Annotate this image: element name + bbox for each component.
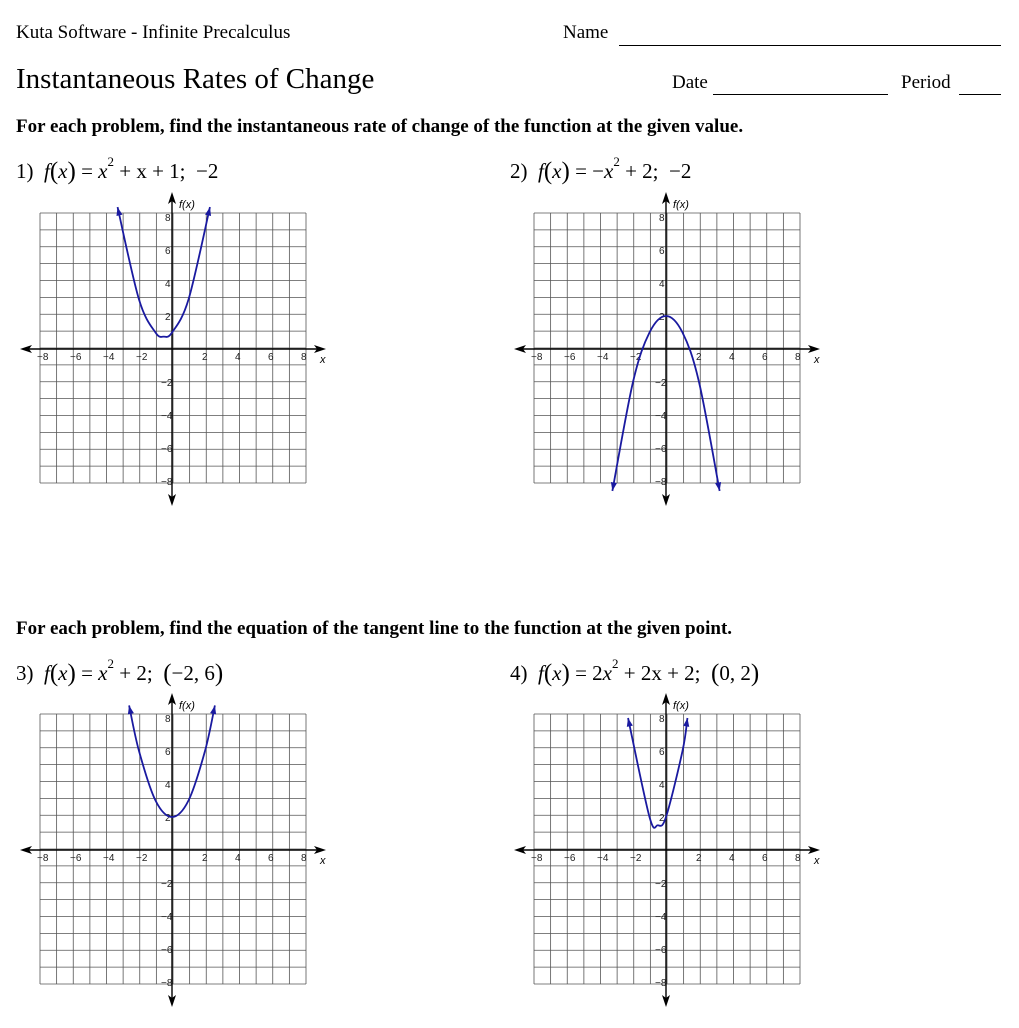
problem-number: 4) <box>510 661 528 685</box>
x-tick-label: 8 <box>795 853 801 864</box>
grid <box>534 714 800 984</box>
y-tick-label: −8 <box>161 978 173 989</box>
y-tick-label: −4 <box>655 411 667 422</box>
y-tick-label: 6 <box>165 747 171 758</box>
x-tick-label: 8 <box>301 352 307 363</box>
x-tick-label: 6 <box>762 853 768 864</box>
x-tick-label: 8 <box>301 853 307 864</box>
function-variable: x <box>552 159 562 183</box>
y-tick-label: 4 <box>659 279 665 290</box>
y-tick-label: −6 <box>655 945 667 956</box>
x-tick-label: 8 <box>795 352 801 363</box>
y-axis-label: f(x) <box>673 700 689 712</box>
y-tick-label: −6 <box>161 945 173 956</box>
grid <box>40 714 306 984</box>
y-tick-label: −4 <box>161 411 173 422</box>
date-blank-line[interactable] <box>713 94 888 95</box>
x-tick-label: −6 <box>564 853 576 864</box>
y-tick-label: 8 <box>659 714 665 725</box>
x-tick-label: −4 <box>103 853 115 864</box>
given-value: −2 <box>669 159 692 183</box>
x-tick-label: −4 <box>597 352 609 363</box>
x-tick-label: −4 <box>597 853 609 864</box>
given-point: 0, 2 <box>719 661 751 685</box>
x-tick-label: 2 <box>202 352 208 363</box>
function-curve <box>118 207 210 337</box>
date-label: Date <box>672 72 708 93</box>
x-tick-label: −2 <box>136 352 148 363</box>
y-tick-label: 2 <box>165 312 171 323</box>
x-axis-label: x <box>320 855 326 867</box>
y-tick-label: −2 <box>655 378 667 389</box>
grid <box>534 213 800 483</box>
function-variable: x <box>58 159 68 183</box>
function-name: f <box>538 661 544 685</box>
graph-problem-4 <box>514 693 824 1028</box>
given-point: −2, 6 <box>171 661 215 685</box>
section-2-instruction: For each problem, find the equation of the tangent line to the function at the given point. <box>16 618 733 639</box>
y-tick-label: −4 <box>655 912 667 923</box>
name-blank-line[interactable] <box>619 45 1001 46</box>
y-tick-label: 8 <box>165 714 171 725</box>
x-tick-label: 4 <box>235 352 241 363</box>
y-tick-label: −8 <box>655 978 667 989</box>
y-tick-label: −4 <box>161 912 173 923</box>
function-name: f <box>44 661 50 685</box>
x-tick-label: 2 <box>696 853 702 864</box>
y-tick-label: 8 <box>659 213 665 224</box>
problem-1: 1) $f(x) = x^2 + x + 1$; −2 <box>16 154 219 185</box>
x-tick-label: 6 <box>762 352 768 363</box>
software-name: Kuta Software - Infinite Precalculus <box>16 22 291 43</box>
x-axis-label: x <box>320 354 326 366</box>
y-tick-label: 6 <box>659 246 665 257</box>
y-tick-label: 4 <box>165 780 171 791</box>
function-name: f <box>44 159 50 183</box>
x-tick-label: 4 <box>235 853 241 864</box>
y-tick-label: 6 <box>659 747 665 758</box>
x-tick-label: −8 <box>531 853 543 864</box>
function-curve <box>628 718 687 828</box>
x-tick-label: −8 <box>37 352 49 363</box>
function-name: f <box>538 159 544 183</box>
y-tick-label: 2 <box>659 813 665 824</box>
y-tick-label: −8 <box>655 477 667 488</box>
y-tick-label: 6 <box>165 246 171 257</box>
grid <box>40 213 306 483</box>
problem-number: 2) <box>510 159 528 183</box>
curve-arrowhead <box>683 718 689 727</box>
section-1-instruction: For each problem, find the instantaneous rate of change of the function at the given value. <box>16 116 744 137</box>
problem-4: 4) $f(x) = 2x^2 + 2x + 2$; (0, 2) <box>510 656 760 687</box>
y-axis-label: f(x) <box>673 199 689 211</box>
function-variable: x <box>58 661 68 685</box>
x-tick-label: 2 <box>202 853 208 864</box>
graph-problem-3 <box>20 693 330 1028</box>
problem-number: 1) <box>16 159 34 183</box>
graph-problem-1 <box>20 192 330 527</box>
y-tick-label: 2 <box>165 813 171 824</box>
x-axis-label: x <box>814 855 820 867</box>
y-tick-label: −2 <box>655 879 667 890</box>
x-tick-label: 4 <box>729 853 735 864</box>
x-tick-label: −4 <box>103 352 115 363</box>
y-tick-label: −8 <box>161 477 173 488</box>
function-variable: x <box>552 661 562 685</box>
problem-2: 2) $f(x) = -x^2 + 2$; −2 <box>510 154 692 185</box>
x-tick-label: −2 <box>630 352 642 363</box>
period-label: Period <box>901 72 951 93</box>
worksheet-title: Instantaneous Rates of Change <box>16 63 375 95</box>
y-tick-label: −6 <box>161 444 173 455</box>
y-tick-label: −6 <box>655 444 667 455</box>
y-tick-label: 2 <box>659 312 665 323</box>
x-tick-label: −6 <box>564 352 576 363</box>
period-blank-line[interactable] <box>959 94 1001 95</box>
y-axis-label: f(x) <box>179 700 195 712</box>
y-tick-label: 4 <box>165 279 171 290</box>
x-tick-label: −6 <box>70 352 82 363</box>
y-axis-label: f(x) <box>179 199 195 211</box>
y-tick-label: −2 <box>161 879 173 890</box>
x-tick-label: 6 <box>268 853 274 864</box>
y-tick-label: 4 <box>659 780 665 791</box>
problem-number: 3) <box>16 661 34 685</box>
x-tick-label: 4 <box>729 352 735 363</box>
x-tick-label: −8 <box>531 352 543 363</box>
x-tick-label: −8 <box>37 853 49 864</box>
problem-3: 3) $f(x) = x^2 + 2$; (−2, 6) <box>16 656 224 687</box>
name-label: Name <box>563 22 609 43</box>
x-tick-label: −2 <box>136 853 148 864</box>
y-tick-label: −2 <box>161 378 173 389</box>
x-tick-label: −2 <box>630 853 642 864</box>
x-tick-label: 6 <box>268 352 274 363</box>
x-tick-label: 2 <box>696 352 702 363</box>
x-axis-label: x <box>814 354 820 366</box>
x-tick-label: −6 <box>70 853 82 864</box>
y-tick-label: 8 <box>165 213 171 224</box>
given-value: −2 <box>196 159 219 183</box>
graph-problem-2 <box>514 192 824 527</box>
